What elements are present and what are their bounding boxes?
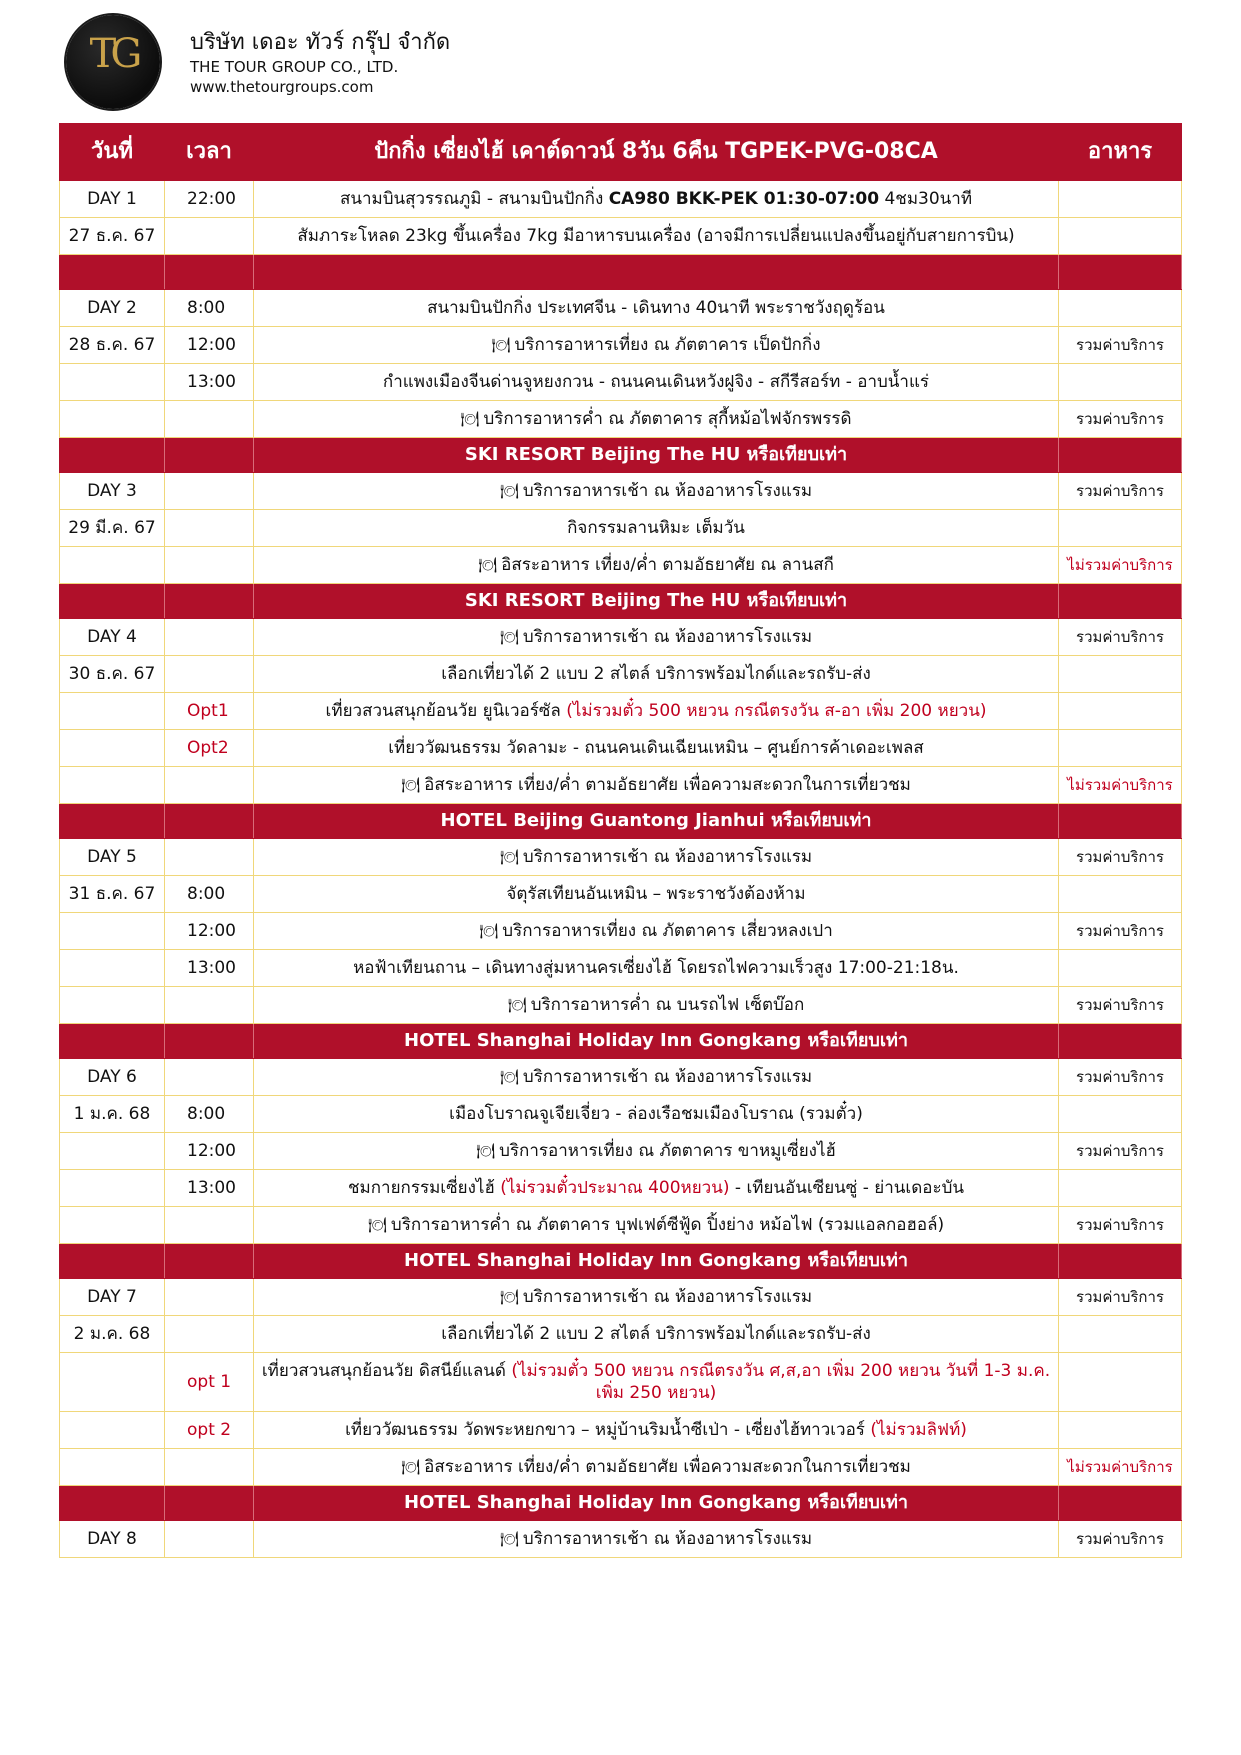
hotel-band [60, 1486, 1182, 1521]
table-row [60, 1207, 1182, 1244]
time-cell [165, 1449, 254, 1486]
table-row [60, 181, 1182, 218]
day-cell [60, 693, 165, 730]
table-row [60, 1059, 1182, 1096]
day-label: DAY 5 [60, 839, 165, 876]
table-row [60, 987, 1182, 1024]
table-row [60, 218, 1182, 255]
activity-text: สนามบินสุวรรณภูมิ - สนามบินปักกิ่ง [339, 189, 609, 209]
time-cell [165, 1521, 254, 1558]
activity-cell: 🍽 บริการอาหารเที่ยง ณ ภัตตาคาร ขาหมูเซี่ยงไฮ้ [254, 1133, 1059, 1170]
day-cell [60, 1353, 165, 1412]
meal-cell [1059, 876, 1182, 913]
meal-included: รวมค่าบริการ [1059, 1207, 1182, 1244]
activity-cell: 🍽 บริการอาหารเที่ยง ณ ภัตตาคาร เสี่ยวหลงเปา [254, 913, 1059, 950]
activity-cell: 🍽 บริการอาหารค่ำ ณ ภัตตาคาร บุฟเฟต์ซีฟู้ด ปิ้งย่าง หม้อไฟ (รวมแอลกอฮอล์) [254, 1207, 1059, 1244]
activity-cell: 🍽 บริการอาหารเช้า ณ ห้องอาหารโรงแรม [254, 473, 1059, 510]
time-cell: 13:00 [165, 364, 254, 401]
meal-cell [1059, 510, 1182, 547]
time-cell [165, 839, 254, 876]
meal-included: รวมค่าบริการ [1059, 327, 1182, 364]
itinerary-table [59, 123, 1182, 1558]
meal-cell [1059, 656, 1182, 693]
table-row [60, 1412, 1182, 1449]
hotel-name: HOTEL Shanghai Holiday Inn Gongkang หรือเทียบเท่า [254, 1024, 1059, 1059]
hotel-band [60, 1024, 1182, 1059]
hotel-band [60, 438, 1182, 473]
meal-included: รวมค่าบริการ [1059, 473, 1182, 510]
activity-cell: เที่ยวสวนสนุกย้อนวัย ยูนิเวอร์ซัล (ไม่รวมตั๋ว 500 หยวน กรณีตรงวัน ส-อา เพิ่ม 200 หยวน) [254, 693, 1059, 730]
table-row [60, 364, 1182, 401]
table-row [60, 950, 1182, 987]
date-label: 29 มี.ค. 67 [60, 510, 165, 547]
time-cell [165, 656, 254, 693]
time-cell [165, 987, 254, 1024]
activity-cell: 🍽 บริการอาหารเช้า ณ ห้องอาหารโรงแรม [254, 1521, 1059, 1558]
day-label: DAY 7 [60, 1279, 165, 1316]
meal-icon: 🍽 [460, 410, 480, 428]
option-label: opt 2 [165, 1412, 254, 1449]
day-label: DAY 6 [60, 1059, 165, 1096]
table-row [60, 730, 1182, 767]
meal-icon: 🍽 [507, 996, 527, 1014]
table-header [60, 124, 1182, 181]
meal-included: รวมค่าบริการ [1059, 839, 1182, 876]
date-label: 30 ธ.ค. 67 [60, 656, 165, 693]
time-cell: 12:00 [165, 913, 254, 950]
activity-text: 4ชม30นาที [879, 189, 973, 209]
hotel-name: HOTEL Beijing Guantong Jianhui หรือเทียบเท่า [254, 804, 1059, 839]
day-cell [60, 1207, 165, 1244]
time-cell [165, 1316, 254, 1353]
table-row [60, 876, 1182, 913]
meal-included: รวมค่าบริการ [1059, 913, 1182, 950]
meal-cell [1059, 730, 1182, 767]
day-cell [60, 950, 165, 987]
company-info [190, 29, 450, 97]
activity-cell: กิจกรรมลานหิมะ เต็มวัน [254, 510, 1059, 547]
meal-cell [1059, 364, 1182, 401]
meal-cell [1059, 1316, 1182, 1353]
price-note: (ไม่รวมตั๋ว 500 หยวน กรณีตรงวัน ศ,ส,อา เพิ่ม 200 หยวน วันที่ 1-3 ม.ค. เพิ่ม 250 หยวน) [511, 1361, 1051, 1403]
activity-cell: 🍽 อิสระอาหาร เที่ยง/ค่ำ ตามอัธยาศัย เพื่อความสะดวกในการเที่ยวชม [254, 767, 1059, 804]
date-label: 2 ม.ค. 68 [60, 1316, 165, 1353]
date-label: 27 ธ.ค. 67 [60, 218, 165, 255]
meal-cell [1059, 1096, 1182, 1133]
activity-cell: 🍽 บริการอาหารเช้า ณ ห้องอาหารโรงแรม [254, 1279, 1059, 1316]
meal-icon: 🍽 [499, 482, 519, 500]
flight-code: CA980 BKK-PEK 01:30-07:00 [608, 189, 880, 209]
table-row [60, 619, 1182, 656]
activity-cell: สนามบินปักกิ่ง ประเทศจีน - เดินทาง 40นาที พระราชวังฤดูร้อน [254, 290, 1059, 327]
time-cell [165, 401, 254, 438]
day-label: DAY 4 [60, 619, 165, 656]
time-cell [165, 619, 254, 656]
table-row [60, 327, 1182, 364]
table-row [60, 1449, 1182, 1486]
activity-cell: ชมกายกรรมเซี่ยงไฮ้ (ไม่รวมตั๋วประมาณ 400หยวน) - เทียนอันเซียนซู่ - ย่านเดอะบัน [254, 1170, 1059, 1207]
time-cell: 12:00 [165, 327, 254, 364]
meal-cell [1059, 218, 1182, 255]
price-note: (ไม่รวมตั๋ว 500 หยวน กรณีตรงวัน ส-อา เพิ่ม 200 หยวน) [566, 701, 987, 721]
time-cell [165, 1207, 254, 1244]
meal-cell [1059, 950, 1182, 987]
meal-not-included: ไม่รวมค่าบริการ [1059, 547, 1182, 584]
company-name-en: THE TOUR GROUP CO., LTD. [190, 58, 399, 76]
company-name-th: บริษัท เดอะ ทัวร์ กรุ๊ป จำกัด [190, 30, 451, 55]
table-row [60, 1316, 1182, 1353]
activity-cell: 🍽 อิสระอาหาร เที่ยง/ค่ำ ตามอัธยาศัย เพื่อความสะดวกในการเที่ยวชม [254, 1449, 1059, 1486]
meal-icon: 🍽 [499, 1068, 519, 1086]
table-row [60, 1353, 1182, 1412]
time-cell: 22:00 [165, 181, 254, 218]
price-note: (ไม่รวมลิฟท์) [870, 1420, 967, 1440]
meal-icon: 🍽 [479, 922, 499, 940]
meal-icon: 🍽 [499, 1288, 519, 1306]
meal-icon: 🍽 [401, 776, 421, 794]
table-row [60, 913, 1182, 950]
time-cell: 8:00 [165, 876, 254, 913]
day-cell [60, 364, 165, 401]
hotel-name: HOTEL Shanghai Holiday Inn Gongkang หรือเทียบเท่า [254, 1486, 1059, 1521]
meal-included: รวมค่าบริการ [1059, 987, 1182, 1024]
table-row [60, 693, 1182, 730]
time-cell [165, 1279, 254, 1316]
day-cell [60, 987, 165, 1024]
time-cell [165, 473, 254, 510]
meal-icon: 🍽 [478, 556, 498, 574]
day-cell [60, 401, 165, 438]
option-label: Opt1 [165, 693, 254, 730]
activity-cell: 🍽 บริการอาหารค่ำ ณ บนรถไฟ เซ็ตบ๊อก [254, 987, 1059, 1024]
hotel-band [60, 584, 1182, 619]
meal-not-included: ไม่รวมค่าบริการ [1059, 767, 1182, 804]
activity-cell: จัตุรัสเทียนอันเหมิน – พระราชวังต้องห้าม [254, 876, 1059, 913]
activity-cell: 🍽 บริการอาหารค่ำ ณ ภัตตาคาร สุกี้หม้อไฟจักรพรรดิ [254, 401, 1059, 438]
hotel-name: SKI RESORT Beijing The HU หรือเทียบเท่า [254, 584, 1059, 619]
company-header [66, 15, 766, 115]
meal-icon: 🍽 [491, 336, 511, 354]
header-time: เวลา [165, 124, 254, 181]
time-cell: 13:00 [165, 950, 254, 987]
time-cell: 8:00 [165, 1096, 254, 1133]
time-cell: 8:00 [165, 290, 254, 327]
header-day: วันที่ [60, 124, 165, 181]
time-cell: 13:00 [165, 1170, 254, 1207]
meal-icon: 🍽 [499, 628, 519, 646]
activity-cell: หอฟ้าเทียนถาน – เดินทางสู่มหานครเซี่ยงไฮ้ โดยรถไฟความเร็วสูง 17:00-21:18น. [254, 950, 1059, 987]
meal-icon: 🍽 [367, 1216, 387, 1234]
meal-icon: 🍽 [499, 848, 519, 866]
table-row [60, 510, 1182, 547]
price-note: (ไม่รวมตั๋วประมาณ 400หยวน) [500, 1178, 730, 1198]
table-row [60, 547, 1182, 584]
meal-icon: 🍽 [499, 1530, 519, 1548]
meal-cell [1059, 693, 1182, 730]
header-title: ปักกิ่ง เซี่ยงไฮ้ เคาต์ดาวน์ 8วัน 6คืน TGPEK-PVG-08CA [254, 124, 1059, 181]
activity-cell: 🍽 บริการอาหารเช้า ณ ห้องอาหารโรงแรม [254, 839, 1059, 876]
header-meals: อาหาร [1059, 124, 1182, 181]
meal-icon: 🍽 [401, 1458, 421, 1476]
activity-cell: สัมภาระโหลด 23kg ขึ้นเครื่อง 7kg มีอาหารบนเครื่อง (อาจมีการเปลี่ยนแปลงขึ้นอยู่กับสายการบิน) [254, 218, 1059, 255]
time-cell [165, 1059, 254, 1096]
time-cell [165, 767, 254, 804]
day-label: DAY 2 [60, 290, 165, 327]
activity-cell [254, 181, 1059, 218]
table-row [60, 1170, 1182, 1207]
activity-cell: เที่ยววัฒนธรรม วัดพระหยกขาว – หมู่บ้านริมน้ำซีเป่า - เซี่ยงไฮ้ทาวเวอร์ (ไม่รวมลิฟท์) [254, 1412, 1059, 1449]
activity-cell: เที่ยวสวนสนุกย้อนวัย ดิสนีย์แลนด์ (ไม่รวมตั๋ว 500 หยวน กรณีตรงวัน ศ,ส,อา เพิ่ม 200 หยวน วันที่ 1-3 ม.ค. เพิ่ม 250 หยวน) [254, 1353, 1059, 1412]
day-label: DAY 8 [60, 1521, 165, 1558]
meal-cell [1059, 1353, 1182, 1412]
time-cell [165, 547, 254, 584]
day-cell [60, 1133, 165, 1170]
option-label: opt 1 [165, 1353, 254, 1412]
activity-cell: กำแพงเมืองจีนด่านจูหยงกวน - ถนนคนเดินหวังฝูจิง - สกีรีสอร์ท - อาบน้ำแร่ [254, 364, 1059, 401]
activity-cell: 🍽 บริการอาหารเที่ยง ณ ภัตตาคาร เป็ดปักกิ่ง [254, 327, 1059, 364]
option-label: Opt2 [165, 730, 254, 767]
table-row [60, 767, 1182, 804]
meal-cell [1059, 1170, 1182, 1207]
company-website[interactable]: www.thetourgroups.com [190, 78, 374, 96]
activity-cell: เมืองโบราณจูเจียเจี่ยว - ล่องเรือชมเมืองโบราณ (รวมตั๋ว) [254, 1096, 1059, 1133]
table-row [60, 290, 1182, 327]
time-cell: 12:00 [165, 1133, 254, 1170]
hotel-band [60, 804, 1182, 839]
separator-band [60, 255, 1182, 290]
table-row [60, 1521, 1182, 1558]
activity-cell: 🍽 บริการอาหารเช้า ณ ห้องอาหารโรงแรม [254, 619, 1059, 656]
table-row [60, 656, 1182, 693]
meal-included: รวมค่าบริการ [1059, 1059, 1182, 1096]
meal-cell [1059, 181, 1182, 218]
day-cell [60, 1412, 165, 1449]
hotel-band [60, 1244, 1182, 1279]
activity-cell: เที่ยววัฒนธรรม วัดลามะ - ถนนคนเดินเฉียนเหมิน – ศูนย์การค้าเดอะเพลส [254, 730, 1059, 767]
activity-cell: 🍽 บริการอาหารเช้า ณ ห้องอาหารโรงแรม [254, 1059, 1059, 1096]
day-cell [60, 547, 165, 584]
date-label: 28 ธ.ค. 67 [60, 327, 165, 364]
meal-cell [1059, 290, 1182, 327]
table-row [60, 1133, 1182, 1170]
meal-icon: 🍽 [476, 1142, 496, 1160]
meal-cell [1059, 1412, 1182, 1449]
table-row [60, 1279, 1182, 1316]
day-cell [60, 1449, 165, 1486]
table-row [60, 473, 1182, 510]
meal-not-included: ไม่รวมค่าบริการ [1059, 1449, 1182, 1486]
meal-included: รวมค่าบริการ [1059, 1279, 1182, 1316]
activity-cell: 🍽 อิสระอาหาร เที่ยง/ค่ำ ตามอัธยาศัย ณ ลานสกี [254, 547, 1059, 584]
hotel-name: SKI RESORT Beijing The HU หรือเทียบเท่า [254, 438, 1059, 473]
day-cell [60, 1170, 165, 1207]
company-logo [66, 15, 160, 109]
meal-included: รวมค่าบริการ [1059, 1521, 1182, 1558]
day-cell [60, 767, 165, 804]
activity-cell: เลือกเที่ยวได้ 2 แบบ 2 สไตล์ บริการพร้อมไกด์และรถรับ-ส่ง [254, 656, 1059, 693]
activity-cell: เลือกเที่ยวได้ 2 แบบ 2 สไตล์ บริการพร้อมไกด์และรถรับ-ส่ง [254, 1316, 1059, 1353]
day-label: DAY 1 [60, 181, 165, 218]
meal-included: รวมค่าบริการ [1059, 619, 1182, 656]
day-cell [60, 913, 165, 950]
date-label: 1 ม.ค. 68 [60, 1096, 165, 1133]
date-label: 31 ธ.ค. 67 [60, 876, 165, 913]
table-row [60, 401, 1182, 438]
time-cell [165, 510, 254, 547]
meal-included: รวมค่าบริการ [1059, 1133, 1182, 1170]
table-row [60, 839, 1182, 876]
day-label: DAY 3 [60, 473, 165, 510]
day-cell [60, 730, 165, 767]
meal-included: รวมค่าบริการ [1059, 401, 1182, 438]
logo-mark: TG [89, 31, 137, 77]
table-row [60, 1096, 1182, 1133]
hotel-name: HOTEL Shanghai Holiday Inn Gongkang หรือเทียบเท่า [254, 1244, 1059, 1279]
time-cell [165, 218, 254, 255]
